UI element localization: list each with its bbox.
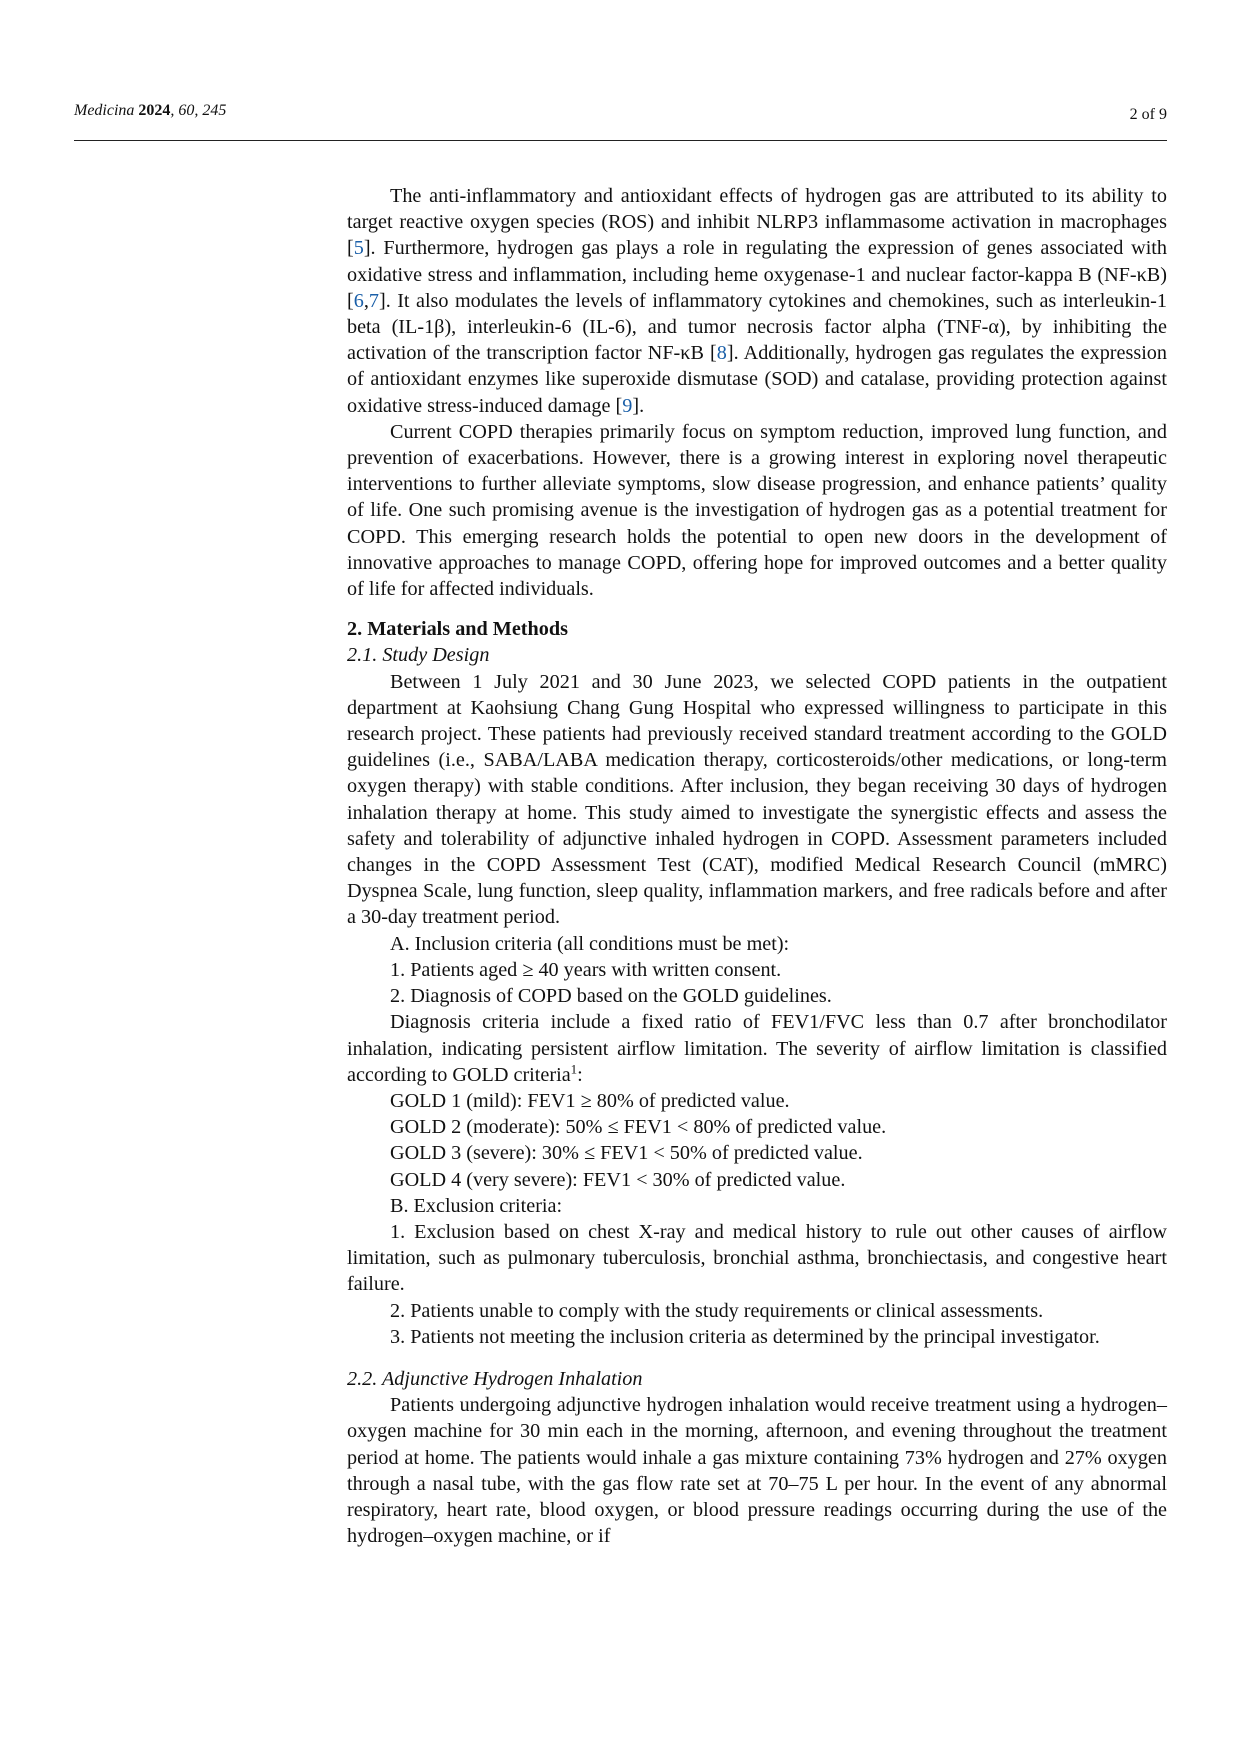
intro-paragraph-antioxidant: [347, 183, 1167, 419]
text-run: The anti-inflammatory and antioxidant effects of hydrogen gas are attributed to its ability to target reactive oxygen species (ROS) and inhibit NLRP3 inflammasome activation in macrophages [: [347, 185, 1167, 260]
text-run: :: [577, 1063, 583, 1086]
inclusion-criteria-title: A. Inclusion criteria (all conditions must be met):: [390, 932, 790, 955]
exclusion-criterion: 1. Exclusion based on chest X-ray and medical history to rule out other causes of airflow limitation, such as pulmonary tuberculosis, bronchial asthma, bronchiectasis, and congestive heart failure.: [347, 1220, 1167, 1296]
text-run: ]. It also modulates the levels of inflammatory cytokines and chemokines, such as interleukin-1 beta (IL-1β), interleukin-6 (IL-6), and tumor necrosis factor alpha (TNF-α), by inhibiting the activation of the transcription factor NF-κB [: [347, 289, 1167, 365]
citation-separator: ,: [363, 289, 369, 312]
journal-citation: [74, 102, 226, 120]
footnote-marker: 1: [570, 1060, 578, 1076]
inclusion-criterion: 2. Diagnosis of COPD based on the GOLD guidelines.: [390, 985, 832, 1008]
article-body: [347, 183, 1167, 1549]
subsection-heading: 2.2. Adjunctive Hydrogen Inhalation: [347, 1367, 643, 1390]
exclusion-criteria-title: B. Exclusion criteria:: [390, 1194, 563, 1217]
text-run: Diagnosis criteria include a fixed ratio of FEV1/FVC less than 0.7 after bronchodilator inhalation, indicating persistent airflow limitation. The severity of airflow limitation is classified according to GOLD criteria: [347, 1011, 1167, 1086]
section-heading: 2. Materials and Methods: [347, 618, 568, 641]
running-header: [74, 100, 1167, 141]
citation-link[interactable]: 6: [353, 289, 364, 312]
text-run: ]. Furthermore, hydrogen gas plays a role in regulating the expression of genes associated with oxidative stress and inflammation, including heme oxygenase-1 and nuclear factor-kappa B (NF-κB) [: [347, 237, 1167, 312]
page-number: 2 of 9: [1129, 106, 1167, 123]
gold-stage: GOLD 2 (moderate): 50% ≤ FEV1 < 80% of predicted value.: [390, 1116, 887, 1139]
text-run: ].: [632, 394, 645, 417]
gold-stage: GOLD 1 (mild): FEV1 ≥ 80% of predicted value.: [390, 1089, 790, 1112]
journal-volume-page: , 60, 245: [170, 102, 227, 119]
citation-link[interactable]: 8: [716, 342, 727, 365]
gold-stage: GOLD 3 (severe): 30% ≤ FEV1 < 50% of predicted value.: [390, 1142, 863, 1165]
diagnosis-criteria-paragraph: [347, 1009, 1167, 1088]
study-design-paragraph: Between 1 July 2021 and 30 June 2023, we selected COPD patients in the outpatient department at Kaohsiung Chang Gung Hospital who expressed willingness to participate in this research project. These patients had previously received standard treatment according to the GOLD guidelines (i.e., SABA/LABA medication therapy, corticosteroids/other medications, or long-term oxygen therapy) with stable conditions. After inclusion, they began receiving 30 days of hydrogen inhalation therapy at home. This study aimed to investigate the synergistic effects and assess the safety and tolerability of adjunctive inhaled hydrogen in COPD. Assessment parameters included changes in the COPD Assessment Test (CAT), modified Medical Research Council (mMRC) Dyspnea Scale, lung function, sleep quality, inflammation markers, and free radicals before and after a 30-day treatment period.: [347, 670, 1167, 929]
gold-stage: GOLD 4 (very severe): FEV1 < 30% of predicted value.: [390, 1168, 846, 1191]
hydrogen-inhalation-paragraph: Patients undergoing adjunctive hydrogen inhalation would receive treatment using a hydrogen–oxygen machine for 30 min each in the morning, afternoon, and evening throughout the treatment period at home. The patients would inhale a gas mixture containing 73% hydrogen and 27% oxygen through a nasal tube, with the gas flow rate set at 70–75 L per hour. In the event of any abnormal respiratory, heart rate, blood oxygen, or blood pressure readings occurring during the use of the hydrogen–oxygen machine, or if: [347, 1394, 1167, 1548]
citation-link[interactable]: 5: [353, 237, 364, 260]
journal-year: 2024: [138, 102, 171, 119]
intro-paragraph-copd-therapies: Current COPD therapies primarily focus on symptom reduction, improved lung function, and prevention of exacerbations. However, there is a growing interest in exploring novel therapeutic interventions to further alleviate symptoms, slow disease progression, and enhance patients’ quality of life. One such promising avenue is the investigation of hydrogen gas as a potential treatment for COPD. This emerging research holds the potential to open new doors in the development of innovative approaches to manage COPD, offering hope for improved outcomes and a better quality of life for affected individuals.: [347, 420, 1167, 601]
exclusion-criterion: 2. Patients unable to comply with the study requirements or clinical assessments.: [390, 1299, 1044, 1322]
citation-link[interactable]: 9: [622, 394, 633, 417]
subsection-heading: 2.1. Study Design: [347, 644, 490, 667]
inclusion-criterion: 1. Patients aged ≥ 40 years with written consent.: [390, 958, 782, 981]
citation-link[interactable]: 7: [368, 289, 379, 312]
journal-name: Medicina: [74, 102, 135, 119]
exclusion-criterion: 3. Patients not meeting the inclusion criteria as determined by the principal investigator.: [390, 1325, 1100, 1348]
text-run: ]. Additionally, hydrogen gas regulates the expression of antioxidant enzymes like superoxide dismutase (SOD) and catalase, providing protection against oxidative stress-induced damage [: [347, 342, 1167, 417]
